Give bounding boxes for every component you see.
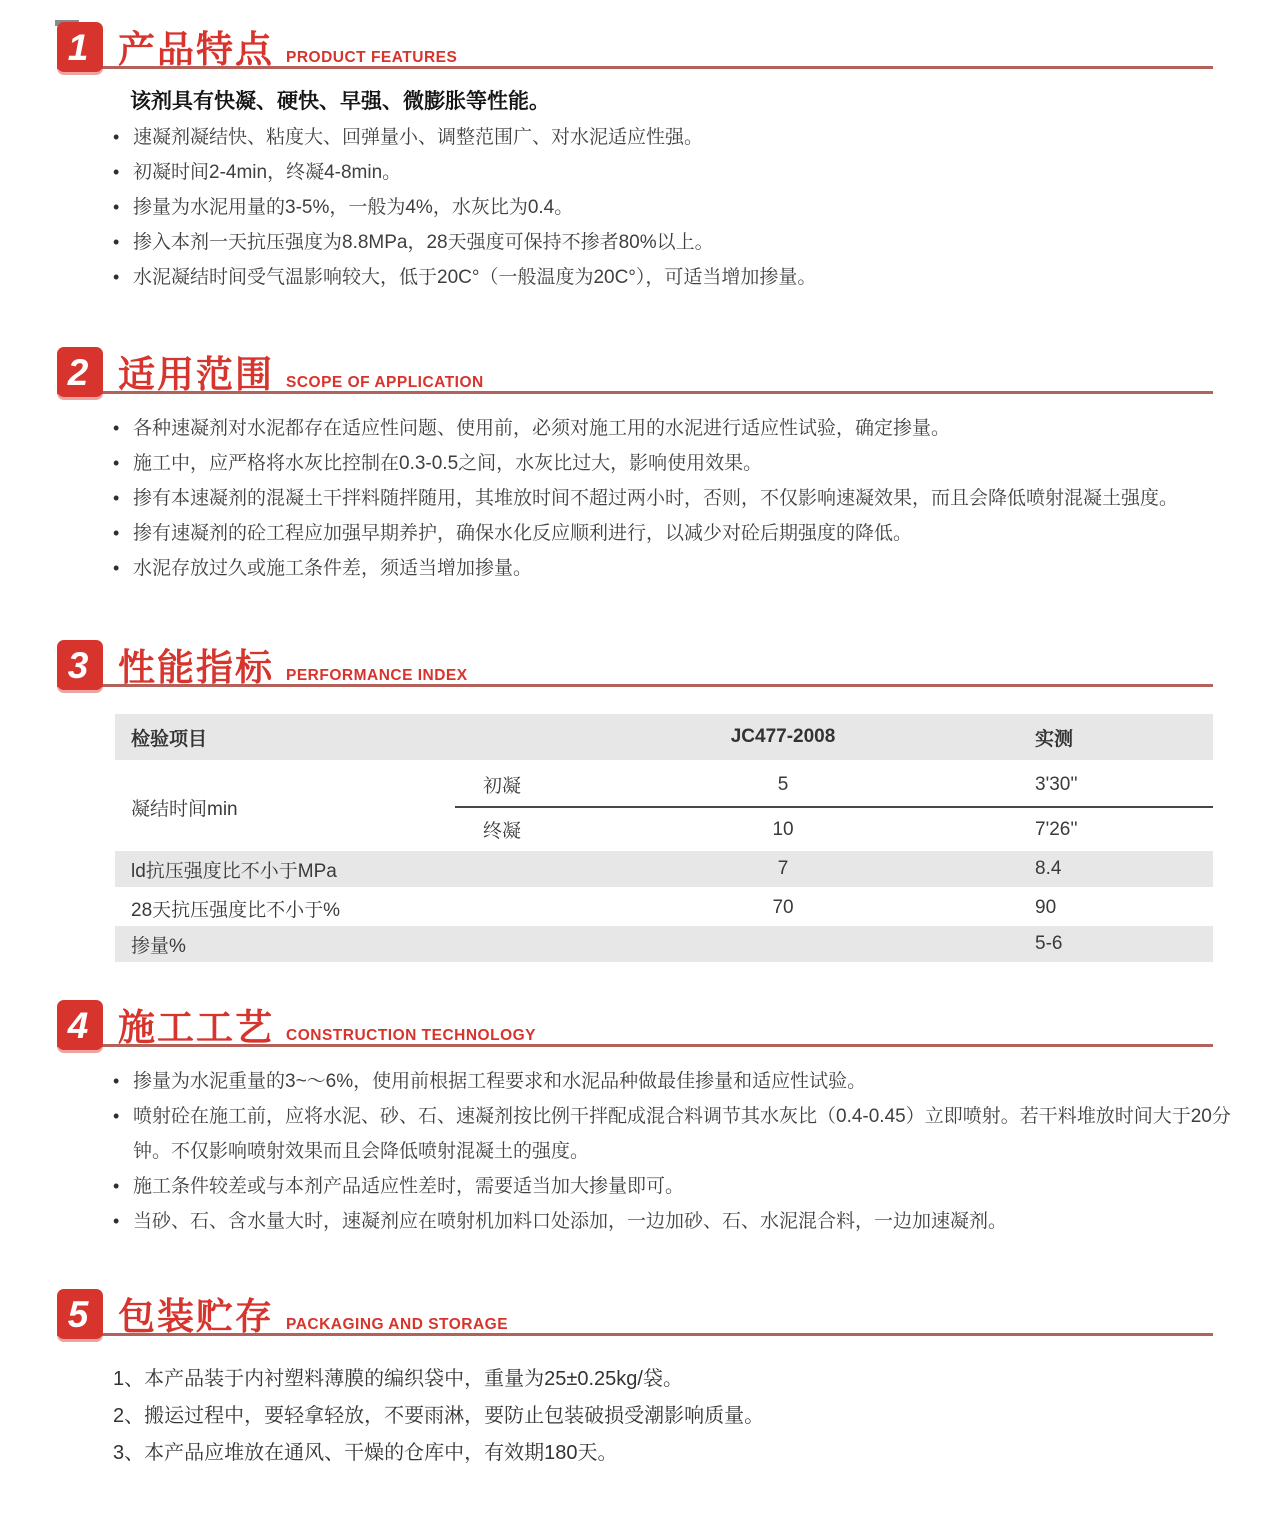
- cell-measured: 5-6: [961, 926, 1213, 962]
- list-item-text: 各种速凝剂对水泥都存在适应性问题、使用前，必须对施工用的水泥进行适应性试验，确定掺量。: [133, 418, 951, 439]
- bullet-icon: •: [113, 127, 120, 147]
- cell-final-label: 终凝: [455, 807, 605, 851]
- cell-measured: 90: [1035, 897, 1057, 918]
- cell-setting-time-label: 凝结时间min: [131, 798, 238, 820]
- numbered-item: 2、搬运过程中，要轻拿轻放，不要雨淋，要防止包装破损受潮影响质量。: [113, 1405, 765, 1427]
- list-item: [113, 1169, 1250, 1204]
- section-title: 性能指标: [118, 647, 274, 688]
- section-number-badge: [57, 640, 103, 690]
- section-header-performance: [57, 638, 1213, 690]
- bullet-icon: •: [113, 1071, 120, 1091]
- bullet-icon: •: [113, 267, 120, 287]
- list-item: [113, 411, 1190, 446]
- section-header-construction: [57, 998, 1213, 1050]
- section-number-badge: [57, 1289, 103, 1339]
- bullet-icon: •: [113, 558, 120, 578]
- section-subtitle: PERFORMANCE INDEX: [286, 666, 468, 684]
- cell-initial-measured: 3'30'': [1035, 773, 1078, 795]
- list-item-text: 初凝时间2-4min，终凝4-8min。: [133, 162, 402, 183]
- list-item-text: 掺量为水泥用量的3-5%，一般为4%，水灰比为0.4。: [133, 197, 574, 218]
- bullet-icon: •: [113, 232, 120, 252]
- section-subtitle: CONSTRUCTION TECHNOLOGY: [286, 1026, 537, 1044]
- cell-measured: 8.4: [961, 851, 1213, 889]
- section-title: 适用范围: [118, 354, 274, 395]
- section-number: 4: [67, 1004, 89, 1046]
- bullet-icon: •: [113, 197, 120, 217]
- bullet-icon: •: [113, 1176, 120, 1196]
- list-item-text: 掺有速凝剂的砼工程应加强早期养护，确保水化反应顺利进行，以减少对砼后期强度的降低。: [133, 523, 913, 544]
- section-number: 5: [67, 1293, 89, 1335]
- bullet-icon: •: [113, 453, 120, 473]
- list-item-text: 掺入本剂一天抗压强度为8.8MPa，28天强度可保持不掺者80%以上。: [133, 232, 714, 253]
- list-item: [113, 481, 1190, 516]
- list-item: [113, 551, 1190, 586]
- table-row-1d-strength: [115, 851, 1213, 889]
- list-item: [113, 260, 1190, 295]
- bullet-icon: •: [113, 523, 120, 543]
- section-number: 2: [67, 351, 89, 393]
- section-body-construction: [0, 1064, 1280, 1239]
- list-item: [113, 1064, 1250, 1099]
- section-title: 施工工艺: [118, 1007, 274, 1048]
- section-number: 3: [67, 644, 89, 686]
- numbered-item: 3、本产品应堆放在通风、干燥的仓库中，有效期180天。: [113, 1442, 618, 1464]
- table-row-28d-strength: [115, 889, 1213, 927]
- list-item-text: 水泥凝结时间受气温影响较大，低于20C°（一般温度为20C°），可适当增加掺量。: [133, 267, 817, 288]
- bullet-icon: •: [113, 1106, 120, 1126]
- section-number-badge: [57, 22, 103, 72]
- list-item: [113, 225, 1190, 260]
- list-item-text: 掺有本速凝剂的混凝土干拌料随拌随用，其堆放时间不超过两小时，否则，不仅影响速凝效果，而且会降低喷射混凝土强度。: [133, 488, 1179, 509]
- section-header-product-features: [57, 20, 1213, 72]
- cell-label: 掺量%: [115, 926, 605, 962]
- performance-index-table: [115, 714, 1213, 962]
- table-header-row: [115, 714, 1213, 762]
- list-item: [113, 1204, 1250, 1239]
- bullet-icon: •: [113, 1211, 120, 1231]
- cell-standard: [605, 926, 961, 962]
- product-intro-text: 该剂具有快凝、硬快、早强、微膨胀等性能。: [130, 90, 550, 113]
- numbered-item: 1、本产品装于内衬塑料薄膜的编织袋中，重量为25±0.25kg/袋。: [113, 1368, 683, 1390]
- section-body-packaging: [0, 1361, 1280, 1472]
- table-row-initial-setting: [115, 762, 1213, 808]
- list-item: [113, 446, 1190, 481]
- bullet-icon: •: [113, 162, 120, 182]
- section-body-product-features: [0, 84, 1280, 295]
- section-header-packaging: [57, 1287, 1213, 1339]
- bullet-icon: •: [113, 418, 120, 438]
- section-subtitle: PACKAGING AND STORAGE: [286, 1315, 509, 1333]
- cell-standard: 7: [605, 851, 961, 889]
- list-item-text: 施工条件较差或与本剂产品适应性差时，需要适当加大掺量即可。: [133, 1176, 685, 1197]
- section-number-badge: [57, 1000, 103, 1050]
- section-title: 包装贮存: [118, 1296, 274, 1337]
- cell-label: ld抗压强度比不小于MPa: [115, 851, 605, 889]
- section-number-badge: [57, 347, 103, 397]
- col-header-measured: 实测: [961, 714, 1213, 762]
- list-item: [113, 1099, 1250, 1169]
- section-header-scope: [57, 345, 1213, 397]
- cell-label: 28天抗压强度比不小于%: [131, 899, 341, 921]
- table-row-dosage: [115, 926, 1213, 962]
- list-item-text: 当砂、石、含水量大时，速凝剂应在喷射机加料口处添加，一边加砂、石、水泥混合料，一边加速凝剂。: [133, 1211, 1008, 1232]
- list-item-text: 喷射砼在施工前，应将水泥、砂、石、速凝剂按比例干拌配成混合料调节其水灰比（0.4-0.45）立即喷射。若干料堆放时间大于20分钟。不仅影响喷射效果而且会降低喷射混凝土的强度。: [133, 1106, 1231, 1162]
- list-item-text: 掺量为水泥重量的3~～6%，使用前根据工程要求和水泥品种做最佳掺量和适应性试验。: [133, 1071, 867, 1092]
- bullet-icon: •: [113, 488, 120, 508]
- col-header-standard: JC477-2008: [605, 714, 961, 762]
- cell-initial-label: 初凝: [483, 776, 522, 797]
- cell-final-standard: 10: [605, 807, 961, 851]
- list-item: [113, 190, 1190, 225]
- cell-initial-standard: 5: [777, 773, 789, 795]
- cell-final-measured: 7'26'': [961, 807, 1213, 851]
- cell-standard: 70: [772, 897, 794, 918]
- list-item: [113, 120, 1190, 155]
- section-subtitle: PRODUCT FEATURES: [286, 48, 458, 66]
- section-subtitle: SCOPE OF APPLICATION: [286, 373, 484, 391]
- section-body-scope: [0, 411, 1280, 586]
- list-item: [113, 155, 1190, 190]
- list-item-text: 速凝剂凝结快、粘度大、回弹量小、调整范围广、对水泥适应性强。: [133, 127, 704, 148]
- list-item-text: 施工中，应严格将水灰比控制在0.3-0.5之间，水灰比过大，影响使用效果。: [133, 453, 763, 474]
- list-item-text: 水泥存放过久或施工条件差，须适当增加掺量。: [133, 558, 533, 579]
- section-number: 1: [67, 26, 89, 68]
- list-item: [113, 516, 1190, 551]
- col-header-item: 检验项目: [115, 714, 605, 762]
- section-title: 产品特点: [118, 29, 274, 70]
